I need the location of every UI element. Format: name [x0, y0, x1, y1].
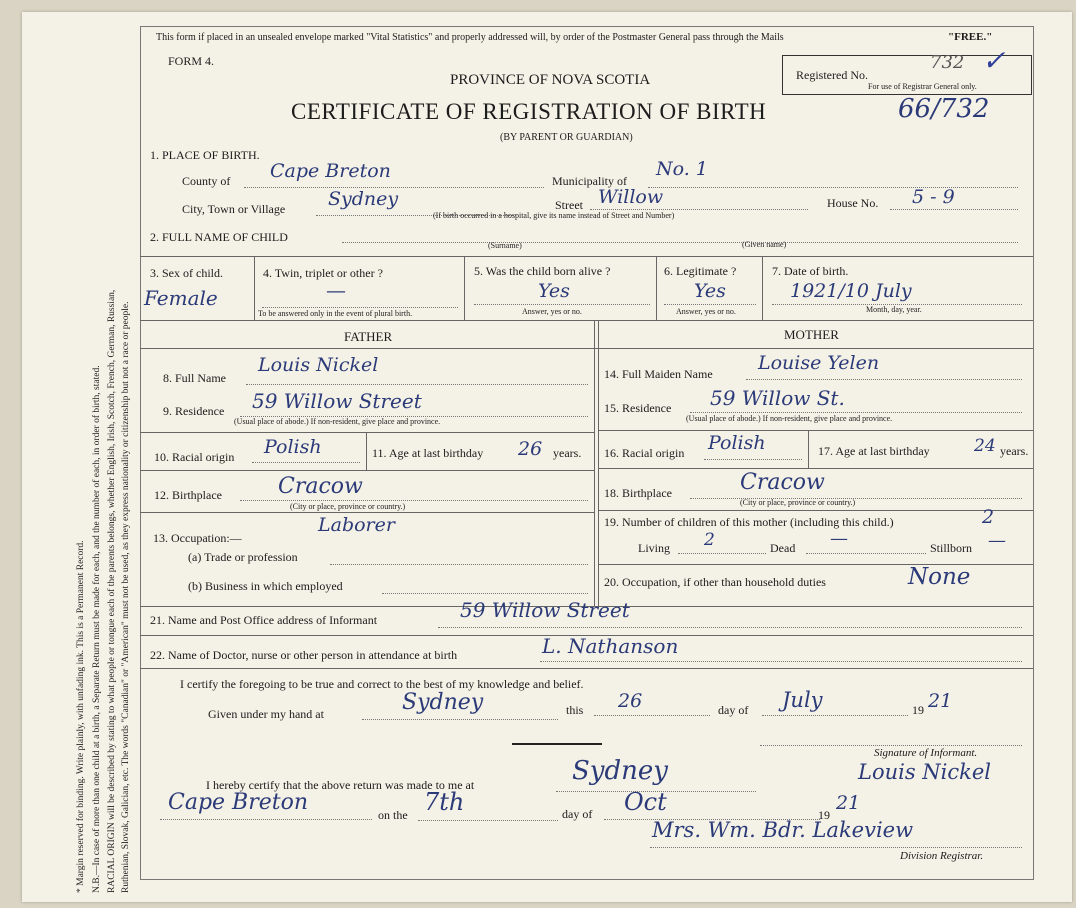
informant-label: 21. Name and Post Office address of Informant	[150, 613, 378, 627]
municipality-label: Municipality of	[552, 174, 627, 188]
registrar-text: I hereby certify that the above return was made to me at	[206, 778, 475, 792]
given-label: Given under my hand at	[208, 707, 324, 721]
mother-name-label: 14. Full Maiden Name	[604, 367, 713, 381]
hospital-note: (If birth occurred in a hospital, give its name instead of Street and Number)	[433, 211, 675, 220]
father-birthplace-value: Cracow	[278, 474, 363, 499]
street-value: Willow	[598, 186, 664, 208]
margin-note-1: * Margin reserved for binding. Write plainly, with unfading ink. This is a Permanent Record.	[76, 540, 86, 893]
date-label: 7. Date of birth.	[772, 264, 849, 278]
doctor-value: L. Nathanson	[542, 634, 679, 658]
province-title: PROVINCE OF NOVA SCOTIA	[450, 72, 651, 88]
mother-birthplace-label: 18. Birthplace	[604, 486, 672, 500]
city-label: City, Town or Village	[182, 202, 286, 216]
father-race-label: 10. Racial origin	[154, 450, 235, 464]
sex-label: 3. Sex of child.	[150, 266, 223, 280]
doctor-label: 22. Name of Doctor, nurse or other person in attendance at birth	[150, 648, 458, 662]
given-year-prefix: 19	[912, 703, 924, 717]
dead-value-dash: —	[830, 528, 848, 549]
margin-note-4: Ruthenian, Slovak, Galician, etc. The words "Canadian" or "American" must not be used, as they express nationality or citizenship but not a race or people.	[121, 301, 131, 893]
registrar-dayof-label: day of	[562, 807, 593, 821]
mother-birthplace-note: (City or place, province or country.)	[740, 498, 856, 507]
certify-text: I certify the foregoing to be true and correct to the best of my knowledge and belief.	[180, 677, 584, 691]
father-name-label: 8. Full Name	[163, 371, 226, 385]
street-label: Street	[555, 198, 583, 212]
legitimate-value: Yes	[694, 280, 726, 302]
alive-label: 5. Was the child born alive ?	[474, 264, 611, 278]
given-day: 26	[618, 690, 643, 712]
living-label: Living	[638, 541, 670, 555]
living-value: 2	[704, 530, 715, 550]
registered-label: Registered No.	[796, 68, 868, 82]
father-birthplace-note: (City or place, province or country.)	[290, 502, 406, 511]
county-label: County of	[182, 174, 231, 188]
twin-note: To be answered only in the event of plural birth.	[258, 309, 413, 318]
handwritten-register-number: 66/732	[898, 94, 990, 124]
father-occupation-value: Laborer	[318, 514, 395, 536]
father-birthplace-label: 12. Birthplace	[154, 488, 222, 502]
registrar-signature: Mrs. Wm. Bdr. Lakeview	[652, 818, 914, 842]
dead-label: Dead	[770, 541, 796, 555]
stillborn-label: Stillborn	[930, 541, 973, 555]
registrar-county: Cape Breton	[168, 790, 309, 815]
date-note: Month, day, year.	[866, 305, 922, 314]
mother-residence-note: (Usual place of abode.) If non-resident, give place and province.	[686, 414, 893, 423]
registrar-year: 21	[836, 792, 861, 814]
father-name-value: Louis Nickel	[258, 354, 379, 376]
date-value: 1921/10 July	[790, 280, 912, 302]
margin-note-3: RACIAL ORIGIN will be described by stating to what people or tongue each of the parents belongs, whether English, Irish, Scotch, French, German, Russian,	[107, 289, 117, 893]
house-value: 5 - 9	[912, 186, 955, 208]
city-value: Sydney	[328, 188, 399, 210]
informant-value: 59 Willow Street	[460, 598, 630, 622]
mother-children-value: 2	[982, 506, 995, 528]
certificate-title: CERTIFICATE OF REGISTRATION OF BIRTH	[291, 99, 767, 124]
registered-number: 732	[930, 52, 965, 73]
certificate-subtitle: (BY PARENT OR GUARDIAN)	[500, 132, 633, 143]
given-month: July	[782, 688, 823, 712]
mother-children-label: 19. Number of children of this mother (including this child.)	[604, 515, 894, 529]
mother-years: years.	[1000, 444, 1029, 458]
this-label: this	[566, 703, 584, 717]
informant-signature: Louis Nickel	[858, 760, 992, 784]
father-residence-note: (Usual place of abode.) If non-resident, give place and province.	[234, 417, 441, 426]
business-label: (b) Business in which employed	[188, 579, 343, 593]
county-value: Cape Breton	[270, 160, 391, 182]
legitimate-label: 6. Legitimate ?	[664, 264, 737, 278]
registrar-on-label: on the	[378, 808, 408, 822]
municipality-value: No. 1	[656, 158, 708, 180]
given-name-note: (Given name)	[742, 240, 787, 249]
father-occupation-label: 13. Occupation:—	[153, 531, 242, 545]
mother-occupation-label: 20. Occupation, if other than household duties	[604, 575, 826, 589]
registered-note: For use of Registrar General only.	[868, 82, 977, 91]
given-year: 21	[928, 690, 953, 712]
registrar-month: Oct	[624, 788, 667, 816]
registrar-day: 7th	[424, 788, 465, 816]
form-number: FORM 4.	[168, 54, 215, 68]
father-years: years.	[553, 446, 582, 460]
legitimate-note: Answer, yes or no.	[676, 307, 736, 316]
house-label: House No.	[827, 196, 879, 210]
mother-residence-label: 15. Residence	[604, 401, 672, 415]
trade-label: (a) Trade or profession	[188, 550, 298, 564]
mother-birthplace-value: Cracow	[740, 470, 825, 495]
place-of-birth-label: 1. PLACE OF BIRTH.	[150, 148, 260, 162]
alive-note: Answer, yes or no.	[522, 307, 582, 316]
mother-age-value: 24	[974, 436, 996, 456]
twin-label: 4. Twin, triplet or other ?	[263, 266, 383, 280]
father-race-value: Polish	[264, 436, 322, 458]
division-registrar-label: Division Registrar.	[900, 850, 984, 862]
father-age-value: 26	[518, 438, 543, 460]
margin-note-2: N.B.—In case of more than one child at a birth, a Separate Return must be made for each, and the number of each, in order of birth, stated.	[92, 365, 102, 893]
mother-heading: MOTHER	[784, 327, 839, 342]
father-residence-label: 9. Residence	[163, 404, 225, 418]
registrar-year-prefix: 19	[818, 808, 830, 822]
registrar-place: Sydney	[572, 756, 668, 786]
given-place: Sydney	[402, 690, 484, 715]
twin-value-dash: —	[326, 278, 346, 302]
father-age-label: 11. Age at last birthday	[372, 446, 484, 460]
father-residence-value: 59 Willow Street	[252, 389, 422, 413]
check-mark-icon: ✓	[982, 44, 1006, 77]
child-name-label: 2. FULL NAME OF CHILD	[150, 230, 288, 244]
mother-age-label: 17. Age at last birthday	[818, 444, 930, 458]
mother-race-label: 16. Racial origin	[604, 446, 685, 460]
free-label: "FREE."	[948, 31, 993, 43]
mother-race-value: Polish	[708, 432, 766, 454]
mother-name-value: Louise Yelen	[758, 352, 880, 374]
mail-notice: This form if placed in an unsealed envelope marked "Vital Statistics" and properly addressed will, by order of the Postmaster General pass through the Mails	[156, 32, 784, 43]
surname-note: (Surname)	[488, 241, 522, 250]
father-heading: FATHER	[344, 329, 393, 344]
signature-of-informant-label: Signature of Informant.	[874, 747, 978, 759]
sex-value: Female	[144, 286, 218, 310]
mother-occupation-value: None	[908, 564, 971, 590]
alive-value: Yes	[538, 280, 570, 302]
stillborn-value-dash: —	[988, 530, 1006, 551]
given-dayof-label: day of	[718, 703, 749, 717]
mother-residence-value: 59 Willow St.	[710, 386, 845, 410]
